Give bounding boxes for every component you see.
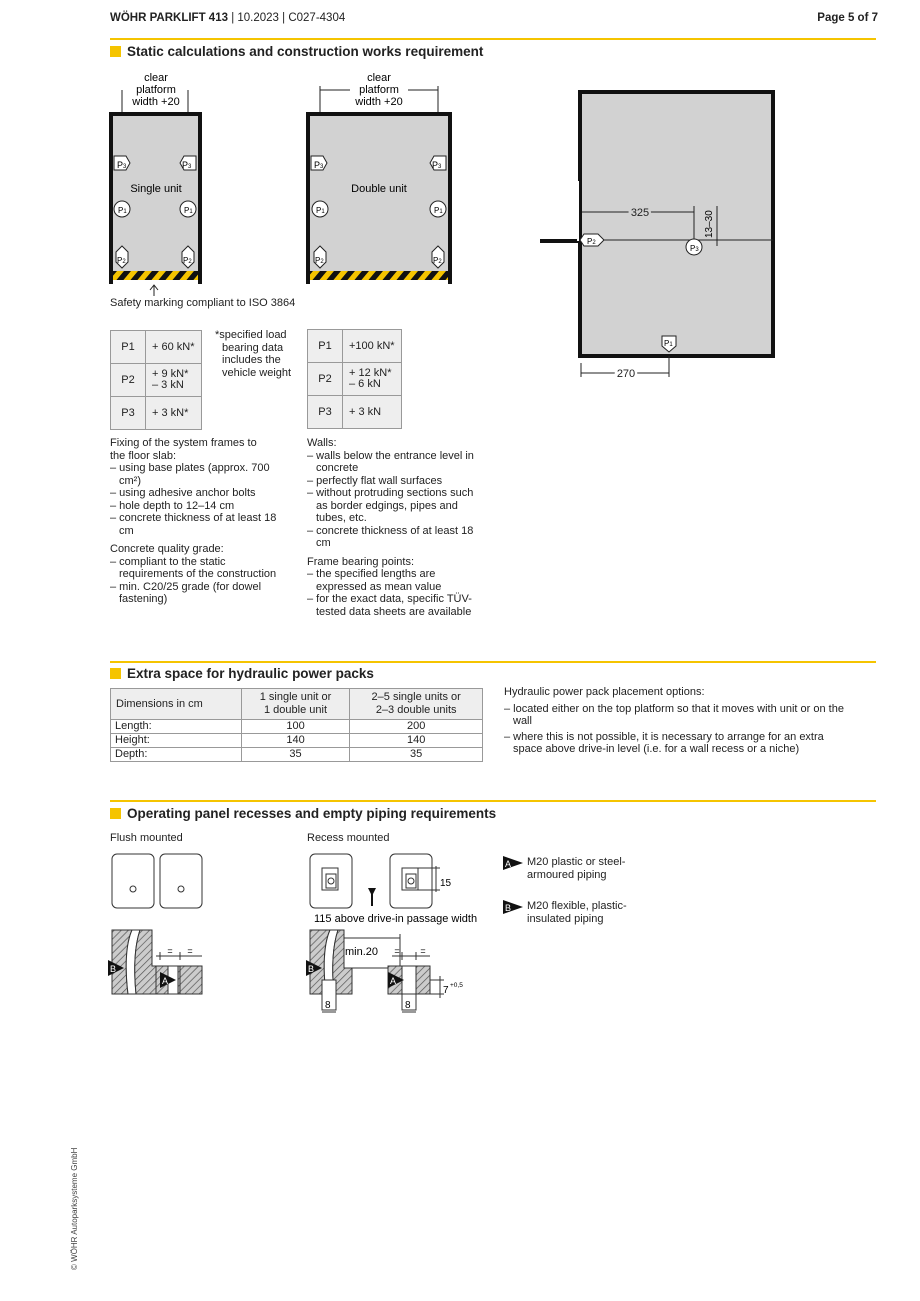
section-title-text: Extra space for hydraulic power packs	[127, 666, 374, 681]
dimension-8: 8	[405, 1000, 411, 1011]
load-value: + 3 kN*	[146, 397, 202, 430]
section-title	[110, 806, 496, 821]
header-meta: | 10.2023 | C027-4304	[228, 12, 346, 24]
load-label: P3	[690, 244, 699, 253]
load-value: + 60 kN*	[146, 331, 202, 364]
legend-a-marker: A	[505, 859, 512, 869]
yellow-square-icon	[110, 668, 121, 679]
legend-b-marker: B	[505, 903, 512, 913]
load-value: + 9 kN* – 3 kN	[146, 364, 202, 397]
clear-label: width +20	[132, 96, 180, 108]
divider	[110, 800, 876, 802]
hydraulic-options: Hydraulic power pack placement options: – located either on the top platform so that it moves with unit or on the wall – where this is not possible, it is necessary to arrange for an extra space above drive-in level (i.e. for a wall recess or a niche)	[504, 686, 844, 755]
piping-diagram	[104, 848, 484, 1023]
safety-note: Safety marking compliant to ISO 3864	[110, 297, 296, 309]
recess-label: Recess mounted	[307, 832, 390, 844]
clear-label: width +20	[355, 96, 403, 108]
load-key: P2	[308, 363, 343, 396]
eq-mark: =	[394, 946, 400, 956]
divider	[110, 661, 876, 663]
unit-label: Double unit	[351, 183, 407, 195]
list-item: – using base plates (approx. 700 cm²)	[110, 462, 270, 487]
clear-label: clear	[144, 72, 168, 84]
min20-label: min.20	[345, 946, 379, 958]
piping-a-icon	[502, 855, 524, 871]
piping-b-marker: B	[110, 964, 117, 974]
list-item: – concrete thickness of at least 18 cm	[110, 512, 277, 537]
divider	[110, 38, 876, 40]
load-label: P1	[184, 206, 193, 215]
fixing-notes: Fixing of the system frames to the floor slab: – using base plates (approx. 700 cm²) – using adhesive anchor bolts – hole depth to 12–14 cm – concrete thickness of at least 18 cm Concrete quality grade: – compliant to the static requirements of the construction – min. C20/25 grade (for dowel fastening)	[110, 437, 290, 606]
dimension-13-30: 13–30	[704, 210, 715, 238]
dimension-270: 270	[616, 368, 636, 380]
table-row: Height: 140 140	[111, 734, 483, 748]
dimension-15: 15	[440, 878, 452, 889]
table-row: Length: 100 200	[111, 720, 483, 734]
load-value: + 12 kN* – 6 kN	[343, 363, 402, 396]
list-item: – walls below the entrance level in concrete	[307, 449, 474, 474]
dimension-8: 8	[325, 1000, 331, 1011]
load-label: P3	[182, 160, 192, 170]
table-header: 1 single unit or 1 double unit	[241, 689, 350, 720]
piping-b-icon	[502, 899, 524, 915]
page-number: Page 5 of 7	[817, 12, 878, 24]
load-footnote: *specified load bearing data includes the vehicle weight	[215, 329, 292, 379]
tolerance-label: +0,5	[450, 982, 463, 989]
list-item: – where this is not possible, it is necessary to arrange for an extra space above drive-in level (i.e. for a wall recess or a niche)	[504, 730, 824, 755]
yellow-square-icon	[110, 46, 121, 57]
table-header: 2–5 single units or 2–3 double units	[350, 689, 483, 720]
double-unit-diagram	[307, 72, 451, 284]
list-item: – the specified lengths are expressed as mean value	[307, 568, 442, 593]
clear-label: platform	[136, 84, 176, 96]
eq-mark: =	[167, 946, 173, 956]
load-label: P1	[434, 206, 443, 215]
list-item: – for the exact data, specific TÜV-tested data sheets are available	[307, 593, 472, 618]
load-label: P2	[587, 237, 596, 246]
list-item: – located either on the top platform so that it moves with unit or on the wall	[504, 702, 844, 727]
load-label: P2	[433, 256, 442, 265]
legend-a-text: M20 plastic or steel- armoured piping	[527, 856, 626, 881]
dimension-325: 325	[630, 207, 650, 219]
load-label: P2	[117, 256, 126, 265]
piping-a-marker: A	[390, 976, 397, 986]
load-label: P2	[183, 256, 192, 265]
section-title	[110, 44, 483, 59]
load-label: P3	[432, 160, 442, 170]
load-key: P3	[111, 397, 146, 430]
piping-b-marker: B	[308, 964, 315, 974]
list-item: – without protruding sections such as border edgings, pipes and tubes, etc.	[307, 487, 474, 524]
copyright: © WÖHR Autoparksysteme GmbH	[70, 1147, 79, 1270]
load-key: P1	[111, 331, 146, 364]
load-key: P3	[308, 396, 343, 429]
flush-label: Flush mounted	[110, 832, 183, 844]
load-value: +100 kN*	[343, 330, 402, 363]
piping-a-marker: A	[162, 976, 169, 986]
load-table-single	[110, 330, 202, 430]
list-item: – compliant to the static requirements of the construction	[110, 555, 277, 580]
list-item: – min. C20/25 grade (for dowel fastening)	[110, 580, 262, 605]
panel	[112, 854, 154, 908]
eq-mark: =	[420, 946, 426, 956]
list-item: – using adhesive anchor bolts	[110, 487, 256, 499]
section-title-text: Static calculations and construction works requirement	[127, 44, 484, 59]
load-label: P3	[314, 160, 324, 170]
side-view-diagram	[540, 92, 773, 380]
table-header: Dimensions in cm	[111, 689, 242, 720]
panel	[160, 854, 202, 908]
load-table-double	[307, 329, 402, 429]
load-key: P1	[308, 330, 343, 363]
brand: WÖHR PARKLIFT 413	[110, 12, 228, 24]
load-label: P1	[316, 206, 325, 215]
clear-label: platform	[359, 84, 399, 96]
list-item: – perfectly flat wall surfaces	[307, 474, 443, 487]
list-item: – concrete thickness of at least 18 cm	[307, 524, 474, 549]
load-label: P2	[315, 256, 324, 265]
load-label: P1	[118, 206, 127, 215]
load-key: P2	[111, 364, 146, 397]
legend-b-text: M20 flexible, plastic- insulated piping	[527, 900, 627, 925]
header-title	[110, 12, 345, 24]
dimension-7: 7	[443, 985, 449, 996]
single-unit-diagram	[110, 72, 201, 296]
hydraulic-table	[110, 688, 483, 762]
clear-label: clear	[367, 72, 391, 84]
above-label: 115 above drive-in passage width	[314, 913, 478, 925]
yellow-square-icon	[110, 808, 121, 819]
section-title-text: Operating panel recesses and empty piping requirements	[127, 806, 497, 821]
walls-notes: Walls: – walls below the entrance level in concrete – perfectly flat wall surfaces – without protruding sections such as border edgings, pipes and tubes, etc. – concrete thickness of at least 18 cm Frame bearing points: – the specified lengths are expressed as mean value – for the exact data, specific TÜV-tested data sheets are available	[307, 437, 477, 618]
list-item: – hole depth to 12–14 cm	[110, 499, 235, 512]
load-label: P1	[664, 339, 673, 348]
table-row: Depth: 35 35	[111, 748, 483, 762]
unit-label: Single unit	[130, 183, 182, 195]
section-title	[110, 666, 374, 681]
load-value: + 3 kN	[343, 396, 402, 429]
eq-mark: =	[187, 946, 193, 956]
load-label: P3	[117, 160, 127, 170]
